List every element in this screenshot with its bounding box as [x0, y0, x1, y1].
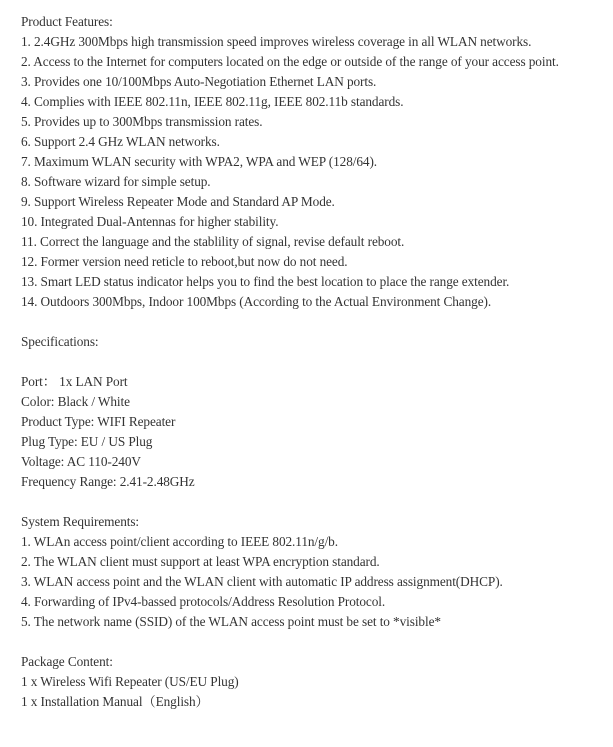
spacer [21, 312, 611, 332]
package-content-heading: Package Content: [21, 654, 113, 669]
spec-item-product-type: Product Type: WIFI Repeater [21, 414, 176, 429]
spacer [21, 632, 611, 652]
feature-item: 3. Provides one 10/100Mbps Auto-Negotiation Ethernet LAN ports. [21, 74, 377, 89]
spec-item-plug-type: Plug Type: EU / US Plug [21, 434, 153, 449]
feature-item: 8. Software wizard for simple setup. [21, 174, 211, 189]
feature-item: 6. Support 2.4 GHz WLAN networks. [21, 134, 220, 149]
spec-item-voltage: Voltage: AC 110-240V [21, 454, 141, 469]
feature-item: 7. Maximum WLAN security with WPA2, WPA and WEP (128/64). [21, 154, 378, 169]
feature-item: 11. Correct the language and the stablility of signal, revise default reboot. [21, 234, 405, 249]
requirement-item: 1. WLAn access point/client according to IEEE 802.11n/g/b. [21, 534, 338, 549]
spec-item-port: Port： 1x LAN Port [21, 374, 128, 389]
feature-item: 10. Integrated Dual-Antennas for higher stability. [21, 214, 279, 229]
package-item: 1 x Installation Manual（English） [21, 694, 209, 709]
features-section [21, 12, 611, 312]
requirement-item: 4. Forwarding of IPv4-bassed protocols/Address Resolution Protocol. [21, 594, 386, 609]
feature-item: 9. Support Wireless Repeater Mode and Standard AP Mode. [21, 194, 335, 209]
spacer [21, 492, 611, 512]
feature-item: 1. 2.4GHz 300Mbps high transmission speed improves wireless coverage in all WLAN networks. [21, 34, 532, 49]
feature-item: 14. Outdoors 300Mbps, Indoor 100Mbps (According to the Actual Environment Change). [21, 294, 492, 309]
feature-item: 5. Provides up to 300Mbps transmission rates. [21, 114, 263, 129]
package-item: 1 x Wireless Wifi Repeater (US/EU Plug) [21, 674, 239, 689]
spacer [21, 352, 611, 372]
requirement-item: 5. The network name (SSID) of the WLAN access point must be set to *visible* [21, 614, 441, 629]
specifications-heading: Specifications: [21, 334, 99, 349]
spec-item-color: Color: Black / White [21, 394, 130, 409]
requirement-item: 3. WLAN access point and the WLAN client with automatic IP address assignment(DHCP). [21, 574, 503, 589]
feature-item: 12. Former version need reticle to reboot,but now do not need. [21, 254, 348, 269]
package-content-section [21, 652, 611, 712]
system-requirements-section [21, 512, 611, 632]
feature-item: 2. Access to the Internet for computers located on the edge or outside of the range of your access point. [21, 54, 559, 69]
product-description [21, 12, 611, 712]
specifications-section [21, 332, 611, 492]
features-heading: Product Features: [21, 14, 113, 29]
system-requirements-heading: System Requirements: [21, 514, 140, 529]
requirement-item: 2. The WLAN client must support at least WPA encryption standard. [21, 554, 380, 569]
spec-item-frequency: Frequency Range: 2.41-2.48GHz [21, 474, 195, 489]
feature-item: 4. Complies with IEEE 802.11n, IEEE 802.11g, IEEE 802.11b standards. [21, 94, 404, 109]
feature-item: 13. Smart LED status indicator helps you to find the best location to place the range extender. [21, 274, 510, 289]
